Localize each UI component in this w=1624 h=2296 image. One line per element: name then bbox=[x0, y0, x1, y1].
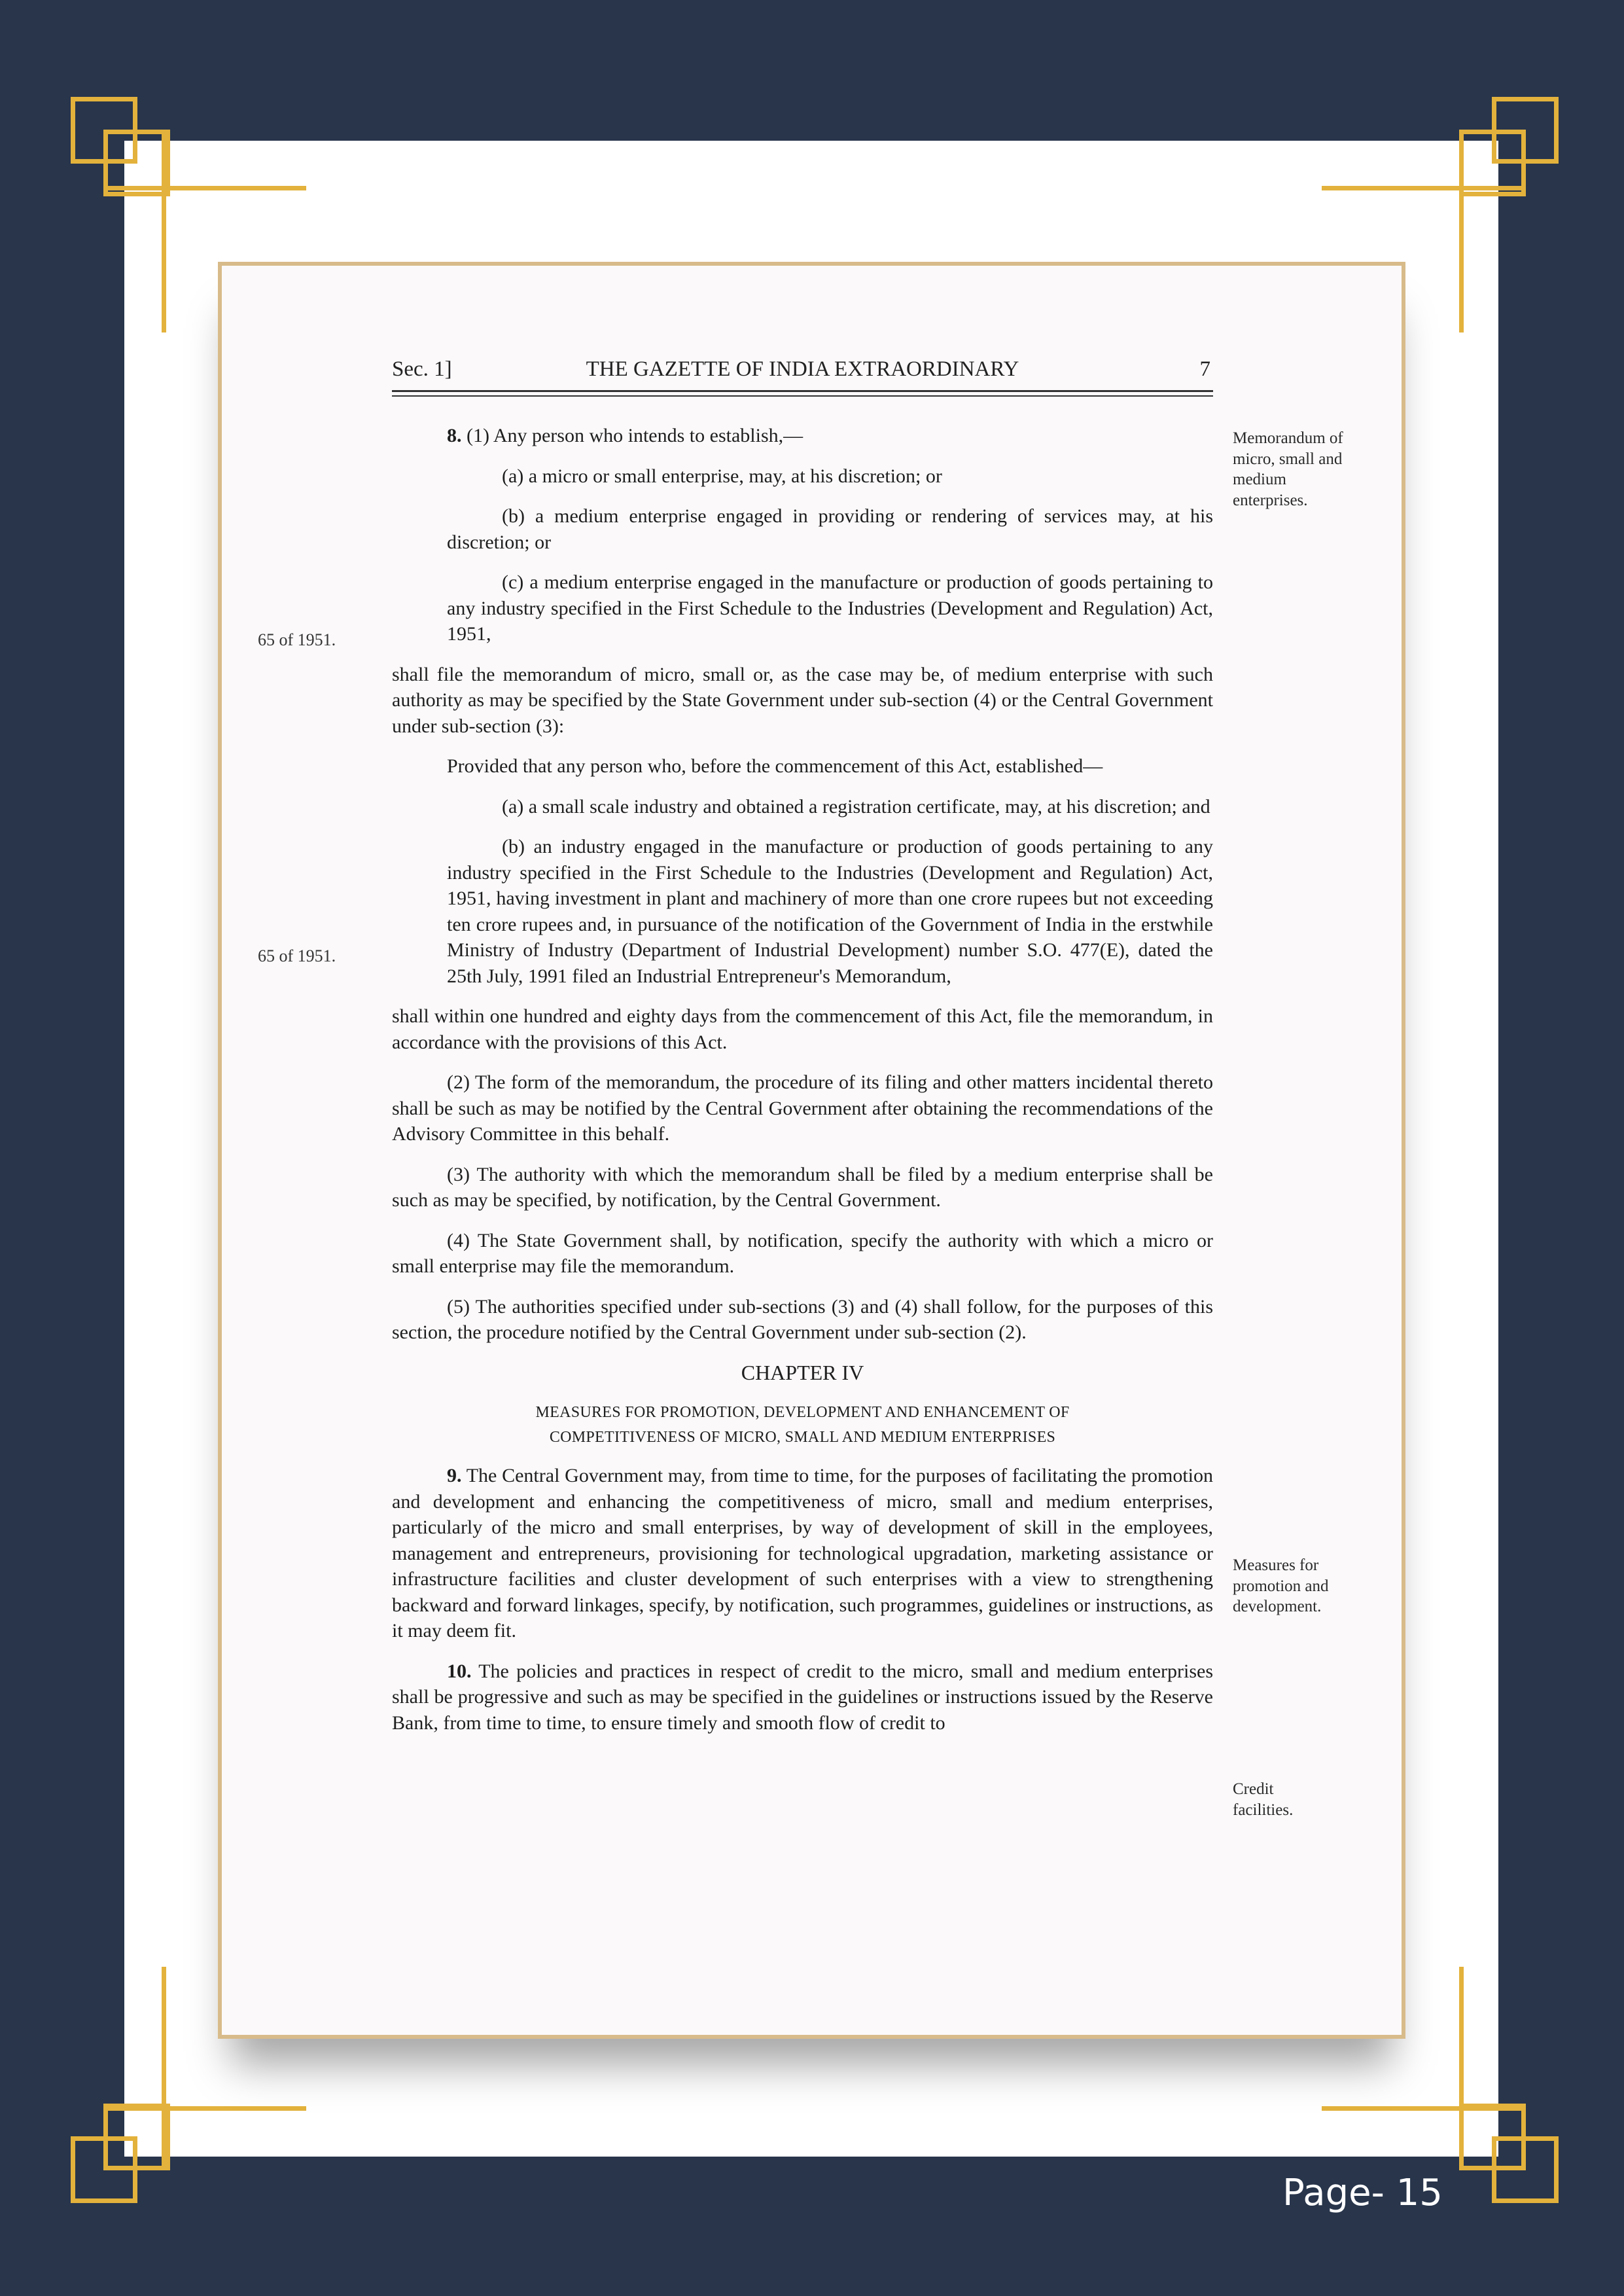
gazette-title: THE GAZETTE OF INDIA EXTRAORDINARY bbox=[586, 357, 1019, 381]
section-number: 10. bbox=[447, 1660, 472, 1682]
section-8-within: shall within one hundred and eighty days from the commencement of this Act, file the memorandum, in accordance with the provisions of this Act. bbox=[392, 1005, 1213, 1053]
paragraph-text: The policies and practices in respect of credit to the micro, small and medium enterprises shall be progressive and such as may be specified in the guidelines or instructions issued by the Reserve Bank, from time to time, to ensure timely and smooth flow of credit to bbox=[392, 1660, 1213, 1734]
act-reference-note: 65 of 1951. bbox=[258, 946, 336, 965]
header-rule-thin bbox=[392, 395, 1213, 397]
section-8-5: (5) The authorities specified under sub-sections (3) and (4) shall follow, for the purposes of this section, the procedure notified by the Central Government under sub-section (2). bbox=[392, 1295, 1213, 1343]
section-8-file: shall file the memorandum of micro, small or, as the case may be, of medium enterprise with such authority as may be specified by the State Government under sub-section (4) or the Central Government under sub-section (3): bbox=[392, 663, 1213, 737]
page-label: Page- 15 bbox=[1282, 2172, 1443, 2214]
chapter-subheading bbox=[392, 1400, 1213, 1450]
section-8-1-b: (b) a medium enterprise engaged in providing or rendering of services may, at his discretion; or bbox=[447, 505, 1213, 553]
gazette-page-number: 7 bbox=[1199, 357, 1210, 381]
chapter-heading: CHAPTER IV bbox=[741, 1360, 864, 1384]
scanned-gazette-page bbox=[218, 262, 1405, 2039]
section-8-proviso: Provided that any person who, before the commencement of this Act, established— bbox=[447, 755, 1103, 777]
section-8-1-c: (c) a medium enterprise engaged in the manufacture or production of goods pertaining to any industry specified in the First Schedule to the Industries (Development and Regulation) Act, 1951, bbox=[447, 571, 1213, 645]
section-10 bbox=[392, 1659, 1213, 1736]
header-rule bbox=[392, 390, 1213, 392]
margin-note-measures: Measures for promotion and development. bbox=[1233, 1556, 1329, 1615]
chapter-subheading-line-2: COMPETITIVENESS OF MICRO, SMALL AND MEDIUM ENTERPRISES bbox=[549, 1429, 1056, 1446]
document-body bbox=[392, 423, 1213, 1750]
section-8-3: (3) The authority with which the memorandum shall be filed by a medium enterprise shall be such as may be specified, by notification, by the Central Government. bbox=[392, 1163, 1213, 1211]
margin-note-credit: Credit facilities. bbox=[1233, 1780, 1294, 1819]
section-8-4: (4) The State Government shall, by notification, specify the authority with which a micro or small enterprise may file the memorandum. bbox=[392, 1229, 1213, 1277]
section-label: Sec. 1] bbox=[392, 357, 452, 381]
chapter-subheading-line-1: MEASURES FOR PROMOTION, DEVELOPMENT AND ENHANCEMENT OF bbox=[535, 1404, 1070, 1421]
section-number: 9. bbox=[447, 1465, 462, 1486]
paragraph-text: The Central Government may, from time to time, for the purposes of facilitating the promotion and development and enhancing the competitiveness of micro, small and medium enterprises, particularly of the micro and small enterprises, by way of development of skill in the employees, management and entrepreneurs, provisioning for technological upgradation, marketing assistance or infrastructure facilities and cluster development of such enterprises with a view to strengthening backward and forward linkages, specify, by notification, such programmes, guidelines or instructions, as it may deem fit. bbox=[392, 1465, 1213, 1641]
section-8-proviso-a: (a) a small scale industry and obtained a registration certificate, may, at his discretion; and bbox=[502, 795, 1210, 817]
section-9 bbox=[392, 1463, 1213, 1644]
gazette-header bbox=[392, 357, 1213, 389]
margin-note-memorandum: Memorandum of micro, small and medium enterprises. bbox=[1233, 429, 1343, 509]
section-8-1-a: (a) a micro or small enterprise, may, at his discretion; or bbox=[502, 465, 942, 487]
section-8-proviso-b: (b) an industry engaged in the manufacture or production of goods pertaining to any industry specified in the First Schedule to the Industries (Development and Regulation) Act, 1951, having investment in plant and machinery of more than one crore rupees but not exceeding ten crore rupees and, in pursuance of the notification of the Government of India in the erstwhile Ministry of Industry (Department of Industrial Development) number S.O. 477(E), dated the 25th July, 1991 filed an Industrial Entrepreneur's Memorandum, bbox=[447, 836, 1213, 987]
section-8-2: (2) The form of the memorandum, the procedure of its filing and other matters incidental thereto shall be such as may be notified by the Central Government after obtaining the recommendations of the Advisory Committee in this behalf. bbox=[392, 1071, 1213, 1145]
section-number: 8. bbox=[447, 425, 462, 446]
act-reference-note: 65 of 1951. bbox=[258, 630, 336, 649]
section-8-1 bbox=[392, 423, 1213, 449]
paragraph-text: (1) Any person who intends to establish,— bbox=[467, 425, 803, 446]
